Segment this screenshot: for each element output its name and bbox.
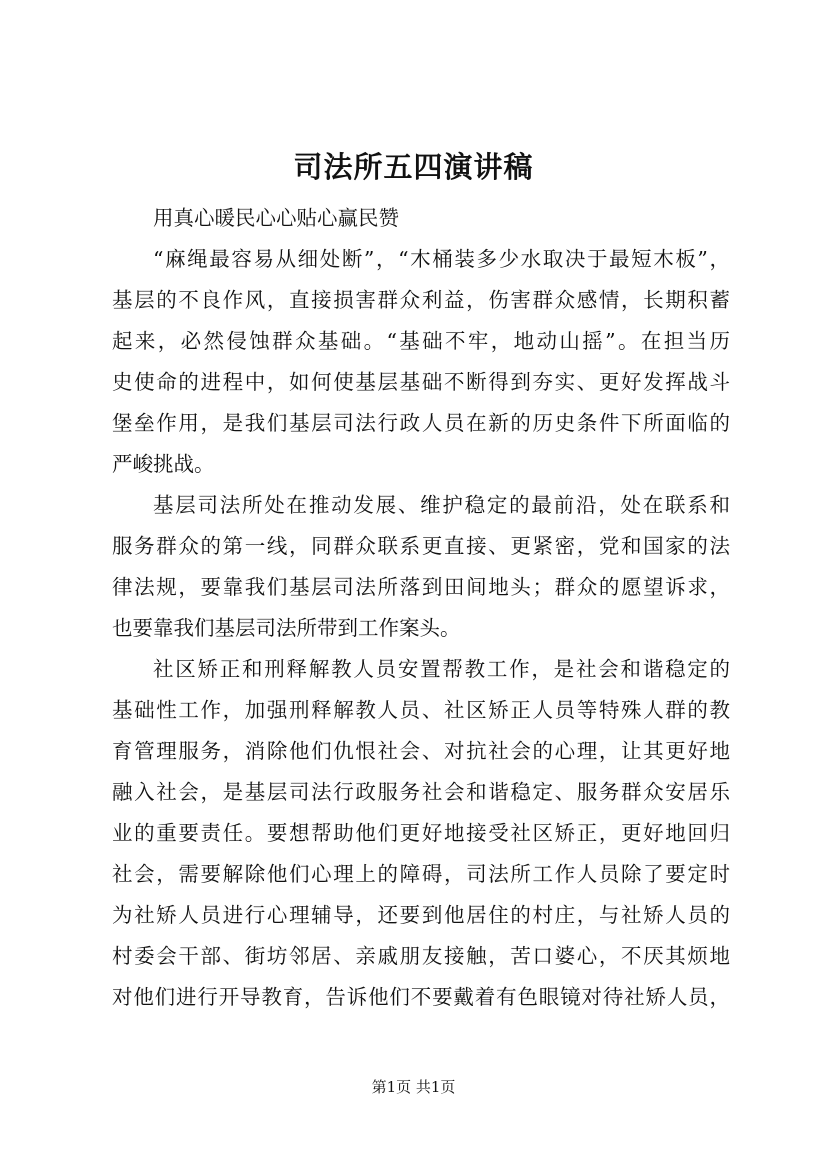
page-number-footer: 第1页 共1页 (371, 1078, 456, 1096)
subtitle-line: 用真心暖民心心贴心赢民赞 (153, 206, 399, 230)
paragraph-line: 对他们进行开导教育，告诉他们不要戴着有色眼镜对待社矫人员， (112, 985, 730, 1009)
paragraph-line: 基层司法所处在推动发展、维护稳定的最前沿，处在联系和 (153, 493, 730, 517)
paragraph-line: 服务群众的第一线，同群众联系更直接、更紧密，党和国家的法 (112, 534, 730, 558)
paragraph-line: 律法规，要靠我们基层司法所落到田间地头；群众的愿望诉求， (112, 575, 730, 599)
paragraph-line: 业的重要责任。要想帮助他们更好地接受社区矫正，更好地回归 (112, 821, 730, 845)
document-title: 司法所五四演讲稿 (293, 150, 534, 184)
paragraph-line: 社区矫正和刑释解教人员安置帮教工作，是社会和谐稳定的 (153, 657, 730, 681)
paragraph-line: 基层的不良作风，直接损害群众利益，伤害群众感情，长期积蓄 (112, 288, 730, 312)
paragraph-line: “麻绳最容易从细处断”，“木桶装多少水取决于最短木板”， (153, 247, 730, 271)
paragraph-line: 史使命的进程中，如何使基层基础不断得到夯实、更好发挥战斗 (112, 370, 730, 394)
paragraph-line: 社会，需要解除他们心理上的障碍，司法所工作人员除了要定时 (112, 862, 730, 886)
paragraph-line: 村委会干部、街坊邻居、亲戚朋友接触，苦口婆心，不厌其烦地 (112, 944, 730, 968)
paragraph-line: 为社矫人员进行心理辅导，还要到他居住的村庄，与社矫人员的 (112, 903, 730, 927)
paragraph-line: 融入社会，是基层司法行政服务社会和谐稳定、服务群众安居乐 (112, 780, 730, 804)
paragraph-line: 也要靠我们基层司法所带到工作案头。 (112, 616, 461, 640)
paragraph-line: 起来，必然侵蚀群众基础。“基础不牢，地动山摇”。在担当历 (112, 329, 730, 353)
paragraph-line: 堡垒作用，是我们基层司法行政人员在新的历史条件下所面临的 (112, 411, 730, 435)
paragraph-line: 基础性工作，加强刑释解教人员、社区矫正人员等特殊人群的教 (112, 698, 730, 722)
paragraph-line: 育管理服务，消除他们仇恨社会、对抗社会的心理，让其更好地 (112, 739, 730, 763)
document-body (112, 198, 730, 1018)
paragraph-line: 严峻挑战。 (112, 452, 215, 476)
